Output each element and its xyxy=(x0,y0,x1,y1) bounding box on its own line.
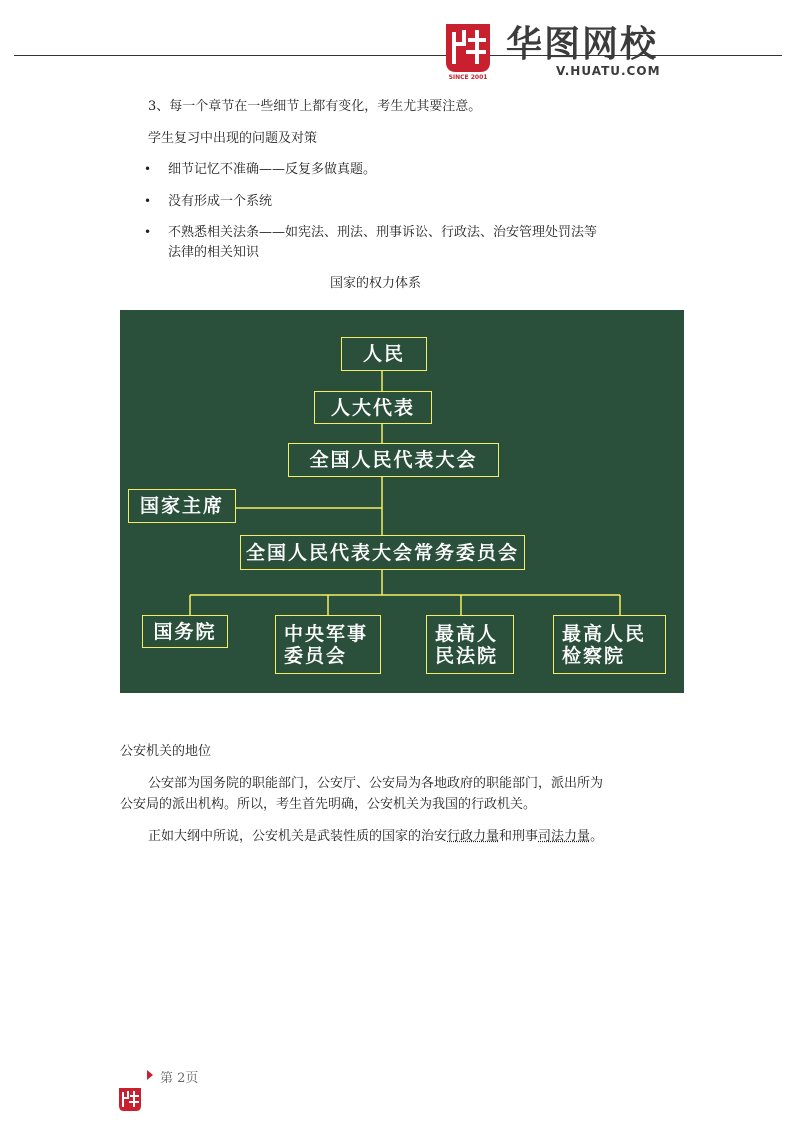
node-president: 国家主席 xyxy=(128,489,236,523)
footer-logo-icon xyxy=(118,1087,142,1115)
term-administrative-force: 行政力量 xyxy=(447,829,500,844)
logo-brand-name: 华图网校 xyxy=(506,24,659,65)
problems-title: 学生复习中出现的问题及对策 xyxy=(148,131,318,146)
bullet-dot: • xyxy=(144,225,152,239)
paragraph-2-part-b: 和刑事 xyxy=(499,829,539,844)
node-deputies: 人大代表 xyxy=(314,391,432,424)
page-number: 第 2页 xyxy=(160,1071,199,1086)
huatu-logo xyxy=(444,22,694,84)
node-npc-standing-committee: 全国人民代表大会常务委员会 xyxy=(240,535,525,570)
bullet-dot: • xyxy=(144,162,152,176)
node-people: 人民 xyxy=(341,337,427,371)
section-title-police-status: 公安机关的地位 xyxy=(120,744,212,759)
logo-brand-url: V.HUATU.COM xyxy=(556,64,661,78)
bullet-item-3: 不熟悉相关法条——如宪法、刑法、刑事诉讼、行政法、治安管理处罚法等 xyxy=(168,225,598,240)
node-state-council: 国务院 xyxy=(142,615,228,648)
bullet-item-1: 细节记忆不准确——反复多做真题。 xyxy=(168,162,377,177)
paragraph-1-line-1: 公安部为国务院的职能部门，公安厅、公安局为各地政府的职能部门，派出所为 xyxy=(148,776,604,791)
bullet-item-2: 没有形成一个系统 xyxy=(168,194,273,209)
paragraph-2-part-a: 正如大纲中所说，公安机关是武装性质的国家的治安 xyxy=(148,829,448,844)
term-judicial-force: 司法力量 xyxy=(538,829,591,844)
node-central-military-commission: 中央军事 委员会 xyxy=(275,615,381,674)
bullet-dot: • xyxy=(144,194,152,208)
line-3: 3、每一个章节在一些细节上都有变化，考生尤其要注意。 xyxy=(148,99,482,114)
power-system-diagram xyxy=(120,310,684,693)
node-supreme-court: 最高人 民法院 xyxy=(426,615,514,674)
node-npc: 全国人民代表大会 xyxy=(288,443,499,477)
paragraph-2 xyxy=(148,828,603,846)
paragraph-2-part-c: 。 xyxy=(590,829,604,844)
page-arrow-icon xyxy=(147,1070,153,1080)
paragraph-1-line-2: 公安局的派出机构。所以，考生首先明确，公安机关为我国的行政机关。 xyxy=(120,797,537,812)
bullet-item-3-cont: 法律的相关知识 xyxy=(168,245,260,260)
node-supreme-procuratorate: 最高人民 检察院 xyxy=(553,615,666,674)
chart-title: 国家的权力体系 xyxy=(330,276,422,291)
logo-since: SINCE 2001 xyxy=(448,74,488,81)
